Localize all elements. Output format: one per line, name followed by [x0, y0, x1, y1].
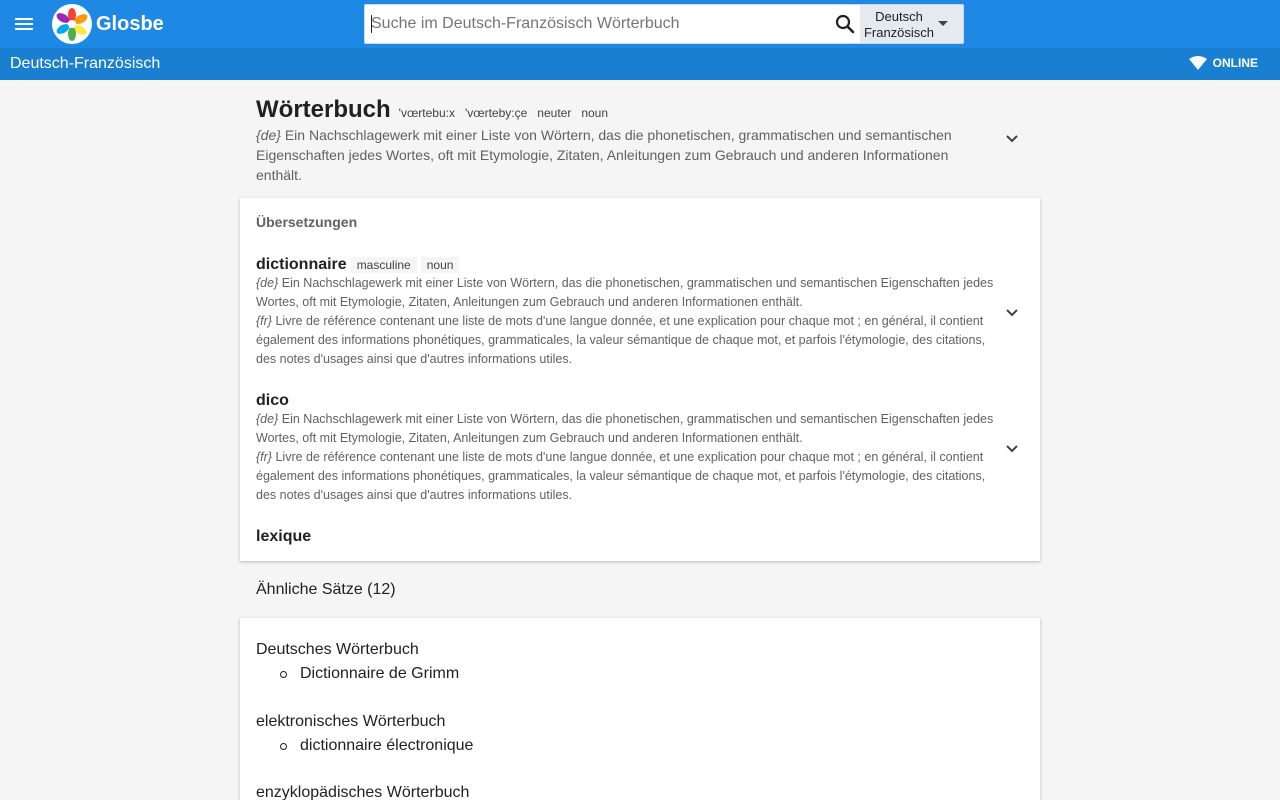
search-box [364, 4, 964, 44]
similar-sentences-title[interactable]: Ähnliche Sätze (12) [256, 581, 396, 598]
top-app-bar [0, 0, 1280, 48]
translations-card [240, 198, 1040, 561]
status-label: ONLINE [1212, 56, 1258, 70]
target-language: Französisch [863, 25, 935, 40]
language-code: {fr} [256, 450, 272, 464]
translations-label: Übersetzungen [256, 214, 358, 230]
translation-word[interactable]: dictionnaire [256, 256, 347, 273]
pronunciation: 'vœrtebu:x [398, 106, 455, 120]
pos-tag: noun [581, 106, 609, 120]
bullet-icon [280, 671, 287, 678]
search-input[interactable] [371, 5, 821, 43]
sentence-source: Deutsches Wörterbuch [256, 641, 419, 658]
language-pair-select[interactable] [860, 5, 963, 43]
definition-text: Ein Nachschlagewerk mit einer Liste von Wörtern, das die phonetischen, grammatischen und semantischen Eigenschaften jedes Wortes, oft mit Etymologie, Zitaten, Anleitungen zum Gebrauch und anderen Informationen enthält. [256, 412, 994, 445]
gender-tag: masculine [351, 257, 417, 273]
headword-line [256, 96, 608, 124]
translation-word[interactable]: lexique [256, 528, 312, 545]
sentence-source: enzyklopädisches Wörterbuch [256, 784, 470, 800]
wifi-icon [1189, 56, 1207, 70]
headword: Wörterbuch [256, 96, 391, 123]
source-language: Deutsch [875, 9, 923, 24]
gender-tag: neuter [537, 106, 572, 120]
logo-link[interactable] [52, 4, 164, 44]
pair-title[interactable]: Deutsch-Französisch [10, 55, 161, 72]
pronunciation-alt: 'vœrteby:çe [464, 106, 528, 120]
similar-sentences-card [240, 618, 1040, 800]
headword-definition [256, 125, 986, 185]
translation-item [256, 528, 996, 546]
chevron-down-icon[interactable] [1000, 436, 1024, 460]
chevron-down-icon[interactable] [1000, 300, 1024, 324]
german-definition [256, 274, 996, 312]
french-definition [256, 312, 996, 369]
chevron-down-icon[interactable] [1000, 126, 1024, 150]
translation-text: Dictionnaire de Grimm [300, 665, 460, 682]
sentence-translation [280, 737, 473, 755]
app-name: Glosbe [96, 12, 164, 35]
menu-icon[interactable] [12, 12, 36, 36]
language-code: {fr} [256, 314, 272, 328]
french-definition [256, 448, 996, 505]
translation-head [256, 528, 996, 546]
bullet-icon [280, 743, 287, 750]
text-cursor [371, 15, 372, 33]
language-code: {de} [256, 412, 279, 426]
language-code: {de} [256, 276, 279, 290]
translation-item [256, 392, 996, 505]
sentence-source: elektronisches Wörterbuch [256, 713, 446, 730]
translation-head [256, 256, 996, 274]
german-definition [256, 410, 996, 448]
headword-section [240, 80, 1040, 198]
sentence-translation [280, 665, 459, 683]
translation-item [256, 256, 996, 369]
dropdown-arrow-icon [938, 21, 948, 26]
definition-text: Livre de référence contenant une liste de mots d'une langue donnée, et une explication pour chaque mot ; en général, il contient également des informations phonétiques, grammaticales, la valeur sémantique de chaque mot, et parfois l'étymologie, des citations, des notes d'usages ainsi que d'autres informations utiles. [256, 314, 986, 366]
translation-word[interactable]: dico [256, 392, 289, 409]
translation-head [256, 392, 996, 410]
language-code: {de} [256, 127, 281, 143]
glosbe-logo-icon [52, 4, 92, 44]
online-status [1189, 56, 1258, 70]
pos-tag: noun [421, 257, 460, 273]
definition-text: Ein Nachschlagewerk mit einer Liste von Wörtern, das die phonetischen, grammatischen und semantischen Eigenschaften jedes Wortes, oft mit Etymologie, Zitaten, Anleitungen zum Gebrauch und anderen Informationen enthält. [256, 276, 994, 309]
search-icon[interactable] [833, 12, 857, 36]
language-pair-bar [0, 48, 1280, 80]
translation-text: dictionnaire électronique [300, 737, 474, 754]
definition-text: Ein Nachschlagewerk mit einer Liste von Wörtern, das die phonetischen, grammatischen und semantischen Eigenschaften jedes Wortes, oft mit Etymologie, Zitaten, Anleitungen zum Gebrauch und anderen Informationen enthält. [256, 127, 952, 183]
definition-text: Livre de référence contenant une liste de mots d'une langue donnée, et une explication pour chaque mot ; en général, il contient également des informations phonétiques, grammaticales, la valeur sémantique de chaque mot, et parfois l'étymologie, des citations, des notes d'usages ainsi que d'autres informations utiles. [256, 450, 986, 502]
